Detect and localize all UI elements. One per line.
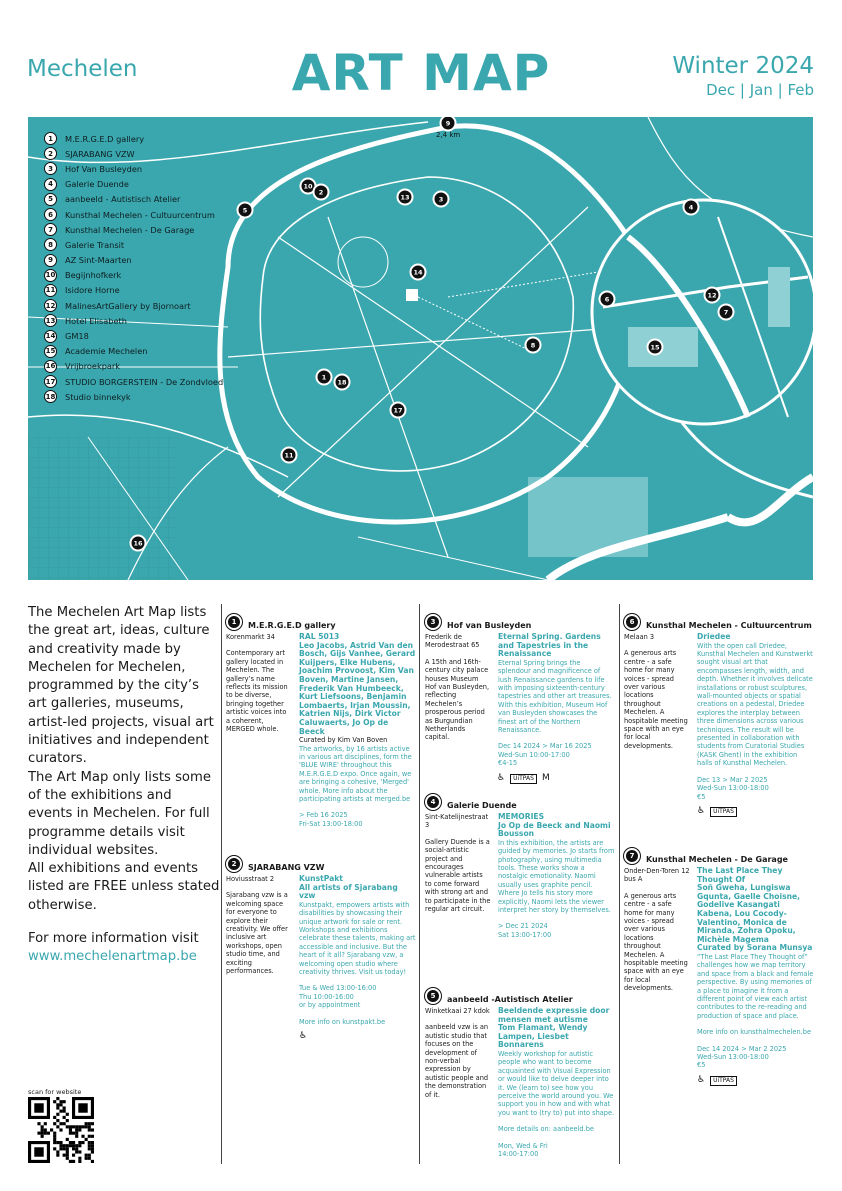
column-divider bbox=[419, 604, 420, 1164]
legend-number: 2 bbox=[44, 147, 57, 160]
exhibition-hours: Wed-Sun 10:00-17:00 bbox=[498, 750, 570, 759]
map-pin-3[interactable]: 3 bbox=[433, 191, 450, 208]
legend-label: Studio binnekyk bbox=[65, 391, 131, 402]
pin-9-distance: 2,4 km bbox=[436, 131, 461, 139]
legend-item[interactable] bbox=[44, 328, 223, 343]
legend-item[interactable] bbox=[44, 207, 223, 222]
exhibition-hours: Wed-Sun 13:00-18:00 bbox=[697, 1053, 769, 1061]
wheelchair-icon: ♿ bbox=[299, 1031, 308, 1042]
museum-pass-icon: M bbox=[541, 772, 550, 783]
legend-number: 1 bbox=[44, 132, 57, 145]
exhibition-title: Eternal Spring. Gardens and Tapestries in the Renaissance bbox=[498, 632, 601, 659]
legend-label: Vrijbroekpark bbox=[65, 361, 121, 372]
venue-description: Contemporary art gallery located in Mechelen. The gallery’s name reflects its mission to be diverse, bringing together artistic voices into a coherent, MERGED whole. bbox=[226, 649, 288, 734]
legend-item[interactable] bbox=[44, 374, 223, 389]
map-pin-13[interactable]: 13 bbox=[397, 189, 414, 206]
exhibition-artists: Jo Op de Beeck and Naomi Bousson bbox=[498, 820, 611, 839]
map-legend bbox=[44, 131, 223, 404]
exhibition-price: €4-15 bbox=[498, 759, 518, 768]
venue-pin: 1 bbox=[226, 614, 242, 630]
exhibition-text: In this exhibition, the artists are guided by memories. Jo starts from photography, using multimedia tools. These works show a nostalgic emotionality. Naomi usually uses graphite pencil. Where Jo tells his story more explicitly, Naomi lets the viewer interpret her story by themselves. bbox=[498, 838, 615, 915]
map-pin-18[interactable]: 18 bbox=[334, 374, 351, 391]
exhibition-dates: > Dec 21 2024 bbox=[498, 922, 548, 931]
more-info-label: For more information visit bbox=[28, 931, 199, 946]
legend-label: AZ Sint-Maarten bbox=[65, 255, 132, 266]
map-pin-14[interactable]: 14 bbox=[410, 264, 427, 281]
venue-description: Gallery Duende is a social-artistic project and encourages vulnerable artists to come forward with strong art and to participate in the regular art circuit. bbox=[425, 837, 491, 914]
legend-item[interactable] bbox=[44, 222, 223, 237]
exhibition-dates: Dec 14 2024 > Mar 2 2025 bbox=[697, 1044, 787, 1053]
legend-label: Begijnhofkerk bbox=[65, 270, 122, 281]
legend-number: 13 bbox=[44, 314, 57, 327]
legend-number: 5 bbox=[44, 193, 57, 206]
page-title: ART MAP bbox=[291, 44, 551, 102]
venue-name: SJARABANG VZW bbox=[248, 863, 325, 872]
map-pin-10[interactable]: 10 bbox=[300, 178, 317, 195]
legend-item[interactable] bbox=[44, 359, 223, 374]
legend-label: Academie Mechelen bbox=[65, 346, 148, 357]
venue-pin: 5 bbox=[425, 988, 441, 1004]
venue-name: M.E.R.G.E.D gallery bbox=[248, 621, 336, 630]
exhibition-text: The artworks, by 16 artists active in various art disciplines, form the 'BLUE WIRE' throughout this M.E.R.G.E.D expo. Once again, we are bringing a cohesive, 'Merged' whole. More info about the participating artists at merged.be bbox=[299, 744, 412, 803]
exhibition-dates: Dec 14 2024 > Mar 16 2025 bbox=[498, 742, 592, 751]
qr-code[interactable] bbox=[28, 1097, 94, 1163]
legend-label: Isidore Horne bbox=[65, 285, 120, 296]
exhibition-artists: Leo Jacobs, Astrid Van den Bosch, Gijs Vanhee, Gerard Kuijpers, Elke Hubens, Joachim Provoost, Kim Van Boven, Martine Jansen, Frederik Van Humbeeck, Kurt Liefsoons, Benjamin Lombaerts, Irjan Moussin, Katrien Nijs, Dirk Victor Caluwaerts, Jo Op de Beeck bbox=[299, 640, 416, 736]
map-pin-2[interactable]: 2 bbox=[313, 184, 330, 201]
venue-card-1 bbox=[226, 604, 416, 828]
venue-link[interactable]: More details on: aanbeeld.be bbox=[498, 1125, 594, 1134]
legend-number: 6 bbox=[44, 208, 57, 221]
legend-item[interactable] bbox=[44, 192, 223, 207]
legend-item[interactable] bbox=[44, 161, 223, 176]
venue-address: Korenmarkt 34 bbox=[226, 633, 275, 641]
venue-card-3 bbox=[425, 604, 615, 784]
legend-item[interactable] bbox=[44, 313, 223, 328]
legend-number: 8 bbox=[44, 238, 57, 251]
exhibition-text: Kunstpakt, empowers artists with disabilities by showcasing their unique artwork for sale or rent. Workshops and exhibitions celebrate these talents, making art accessible and inclusive. But the heart of it all? Sjarabang vzw, a welcoming open studio where creativity thrives. Visit us today! bbox=[299, 900, 416, 977]
legend-number: 3 bbox=[44, 162, 57, 175]
venue-address: Hoviusstraat 2 bbox=[226, 875, 275, 883]
map-pin-16[interactable]: 16 bbox=[130, 535, 147, 552]
legend-item[interactable] bbox=[44, 146, 223, 161]
uitpas-icon: UiTPAS bbox=[510, 774, 537, 784]
venue-description: A generous arts centre - a safe home for many voices - spread over various locations throughout Mechelen. A hospitable meeting space with an eye for local developments. bbox=[624, 891, 688, 993]
legend-number: 11 bbox=[44, 284, 57, 297]
venue-card-7 bbox=[624, 838, 814, 1086]
map-pin-15[interactable]: 15 bbox=[647, 339, 664, 356]
exhibition-title: MEMORIES bbox=[498, 812, 545, 821]
website-link[interactable]: www.mechelenartmap.be bbox=[28, 949, 197, 965]
exhibition-hours: Sat 13:00-17:00 bbox=[498, 930, 552, 939]
exhibition-curator: Curated by Sorana Munsya bbox=[697, 943, 813, 953]
legend-item[interactable] bbox=[44, 177, 223, 192]
exhibition-text: With the open call Driedee, Kunsthal Mechelen and Kunstwerkt sought visual art that encompasses length, width, and depth. Whether it involves delicate installations or robust sculptures, wall-mounted objects or spatial creations on a pedestal, Driedee explores the interplay between three dimensions across various techniques. The result will be presented in collaboration with students from Curatorial Studies (KASK Ghent) in the exhibition halls of Kunsthal Mechelen. bbox=[697, 641, 813, 768]
wheelchair-icon: ♿ bbox=[497, 772, 506, 783]
map-pin-6[interactable]: 6 bbox=[599, 291, 616, 308]
legend-label: aanbeeld - Autistisch Atelier bbox=[65, 194, 181, 205]
legend-item[interactable] bbox=[44, 298, 223, 313]
venue-description: A generous arts centre - a safe home for many voices - spread over various locations throughout Mechelen. A hospitable meeting space with an eye for local developments. bbox=[624, 649, 688, 750]
map-pin-12[interactable]: 12 bbox=[704, 287, 721, 304]
legend-item[interactable] bbox=[44, 253, 223, 268]
venue-link[interactable]: More info on kunsthalmechelen.be bbox=[697, 1028, 812, 1037]
venue-address: Winketkaai 27 kdok bbox=[425, 1007, 490, 1015]
exhibition-title: KunstPakt bbox=[299, 874, 343, 883]
exhibition-artists: All artists of Sjarabang vzw bbox=[299, 882, 398, 901]
venue-description: aanbeeld vzw is an autistic studio that focuses on the development of non-verbal expression by autistic people and the demonstration of it. bbox=[425, 1023, 489, 1099]
map-pin-11[interactable]: 11 bbox=[281, 447, 298, 464]
wheelchair-icon: ♿ bbox=[697, 1074, 706, 1085]
venue-address: Sint-Katelijnestraat 3 bbox=[425, 813, 489, 830]
column-divider bbox=[221, 604, 222, 1164]
venue-link[interactable]: More info on kunstpakt.be bbox=[299, 1017, 386, 1026]
venue-address: Melaan 3 bbox=[624, 633, 655, 641]
venue-card-5 bbox=[425, 978, 615, 1158]
legend-label: STUDIO BORGERSTEIN - De Zondvloed bbox=[65, 376, 224, 387]
venue-pin: 4 bbox=[425, 794, 441, 810]
legend-item[interactable] bbox=[44, 131, 223, 146]
legend-number: 10 bbox=[44, 269, 57, 282]
city-label: Mechelen bbox=[27, 56, 138, 82]
exhibition-curator: Curated by Kim Van Boven bbox=[299, 736, 388, 745]
legend-item[interactable] bbox=[44, 237, 223, 252]
legend-label: Hof Van Busleyden bbox=[65, 163, 143, 174]
intro-free-note: All exhibitions and events listed are FREE unless stated otherwise. bbox=[28, 861, 220, 913]
exhibition-hours: Thu 10:00-16:00 bbox=[299, 992, 354, 1001]
legend-label: Galerie Transit bbox=[65, 239, 125, 250]
legend-number: 14 bbox=[44, 330, 57, 343]
exhibition-artists: Tom Flamant, Wendy Lampen, Liesbet Bonnarens bbox=[498, 1023, 588, 1050]
legend-number: 15 bbox=[44, 345, 57, 358]
intro-only-note: The Art Map only lists some of the exhibitions and events in Mechelen. For full programme details visit individual websites. bbox=[28, 769, 211, 858]
legend-number: 17 bbox=[44, 375, 57, 388]
legend-number: 16 bbox=[44, 360, 57, 373]
exhibition-hours: Mon, Wed & Fri bbox=[498, 1141, 548, 1150]
column-divider bbox=[619, 604, 620, 1164]
legend-item[interactable] bbox=[44, 268, 223, 283]
exhibition-hours: 14:00-17:00 bbox=[498, 1150, 539, 1159]
exhibition-price: €5 bbox=[697, 792, 706, 801]
intro-paragraph: The Mechelen Art Map lists the great art, ideas, culture and creativity made by Mechelen for Mechelen, programmed by the city’s art galleries, museums, artist-led projects, visual art initiatives and independent curators. bbox=[28, 605, 214, 767]
exhibition-title: RAL 5013 bbox=[299, 632, 340, 641]
legend-label: Kunsthal Mechelen - Cultuurcentrum bbox=[65, 209, 215, 220]
venue-card-6 bbox=[624, 604, 814, 817]
venue-card-4 bbox=[425, 784, 615, 939]
venue-description: A 15th and 16th-century city palace houses Museum Hof van Busleyden, reflecting Mechelen’s prosperous period as Burgundian Netherlands capital. bbox=[425, 657, 490, 742]
legend-label: Kunsthal Mechelen - De Garage bbox=[65, 224, 195, 235]
venue-name: Galerie Duende bbox=[447, 801, 517, 810]
exhibition-text: Weekly workshop for autistic people who want to become acquainted with Visual Expression or would like to delve deeper into it. We (learn to) see how you perceive the world around you. We support you in how and with what you want to (try to) put into shape. bbox=[498, 1049, 615, 1117]
venue-name: aanbeeld -Autistisch Atelier bbox=[447, 995, 573, 1004]
exhibition-dates: > Feb 16 2025 bbox=[299, 811, 348, 820]
venue-pin: 6 bbox=[624, 614, 640, 630]
exhibition-text: “The Last Place They Thought of” challenges how we map territory and space from a black and female perspective. By using memories of a place to imagine it from a different point of view each artist contributes to the re-reading and production of space and place. bbox=[697, 952, 814, 1020]
months-label: Dec | Jan | Feb bbox=[706, 81, 814, 99]
wheelchair-icon: ♿ bbox=[697, 805, 706, 816]
map-pin-1[interactable]: 1 bbox=[316, 369, 333, 386]
exhibition-hours: Wed-Sun 13:00-18:00 bbox=[697, 784, 769, 793]
exhibition-text: Eternal Spring brings the splendour and magnificence of lush Renaissance gardens to life with imposing sixteenth-century tapestries and other art treasures. With this exhibition, Museum Hof van Busleyden showcases the finest art of the Northern Renaissance. bbox=[498, 658, 612, 735]
venue-address: Onder-Den-Toren 12 bus A bbox=[624, 867, 690, 884]
intro-text bbox=[28, 604, 220, 915]
legend-label: M.E.R.G.E.D gallery bbox=[65, 133, 145, 144]
venue-name: Kunsthal Mechelen - De Garage bbox=[646, 855, 788, 864]
venue-card-2 bbox=[226, 846, 416, 1040]
legend-item[interactable] bbox=[44, 344, 223, 359]
more-info bbox=[28, 930, 228, 967]
legend-number: 18 bbox=[44, 390, 57, 403]
legend-item[interactable] bbox=[44, 283, 223, 298]
exhibition-title: Beeldende expressie door mensen met autisme bbox=[498, 1006, 610, 1024]
exhibition-hours: Tue & Wed 13:00-16:00 bbox=[299, 984, 377, 993]
map-pin-8[interactable]: 8 bbox=[525, 337, 542, 354]
uitpas-icon: UiTPAS bbox=[710, 807, 737, 817]
map-pin-7[interactable]: 7 bbox=[718, 304, 735, 321]
legend-label: Galerie Duende bbox=[65, 179, 129, 190]
legend-number: 9 bbox=[44, 254, 57, 267]
exhibition-title: The Last Place They Thought Of bbox=[697, 866, 783, 884]
venue-name: Kunsthal Mechelen - Cultuurcentrum bbox=[646, 621, 812, 630]
venue-name: Hof van Busleyden bbox=[447, 621, 532, 630]
map-pin-5[interactable]: 5 bbox=[237, 202, 254, 219]
venue-pin: 2 bbox=[226, 856, 242, 872]
city-map[interactable] bbox=[28, 117, 813, 580]
map-pin-4[interactable]: 4 bbox=[683, 199, 700, 216]
venue-address: Frederik de Merodestraat 65 bbox=[425, 633, 480, 650]
exhibition-price: €5 bbox=[697, 1061, 706, 1070]
legend-label: Hotel Elisabeth bbox=[65, 315, 127, 326]
legend-number: 7 bbox=[44, 223, 57, 236]
venue-pin: 3 bbox=[425, 614, 441, 630]
legend-label: GM18 bbox=[65, 331, 89, 342]
legend-label: SJARABANG VZW bbox=[65, 148, 135, 159]
legend-number: 4 bbox=[44, 178, 57, 191]
legend-item[interactable] bbox=[44, 389, 223, 404]
legend-label: MalinesArtGallery by Bjornoart bbox=[65, 300, 191, 311]
map-pin-17[interactable]: 17 bbox=[390, 402, 407, 419]
legend-number: 12 bbox=[44, 299, 57, 312]
venue-description: Sjarabang vzw is a welcoming space for everyone to explore their creativity. We offer inclusive art workshops, open studio time, and exciting performances. bbox=[226, 891, 288, 976]
exhibition-hours: or by appointment bbox=[299, 1001, 361, 1010]
exhibition-title: Driedee bbox=[697, 632, 731, 641]
exhibition-hours: Fri-Sat 13:00-18:00 bbox=[299, 819, 363, 828]
venue-pin: 7 bbox=[624, 848, 640, 864]
map-pin-9[interactable]: 9 bbox=[440, 117, 457, 132]
season-label: Winter 2024 bbox=[672, 53, 814, 79]
qr-label: scan for website bbox=[28, 1088, 82, 1096]
exhibition-artists: Soñ Gweha, Lungiswa Gqunta, Gaelle Choisne, Godelive Kasangati Kabena, Lou Cocody-Valentino, Monica de Miranda, Zohra Opoku, Michèle Magema bbox=[697, 883, 801, 944]
uitpas-icon: UiTPAS bbox=[710, 1076, 737, 1086]
exhibition-dates: Dec 13 > Mar 2 2025 bbox=[697, 775, 768, 784]
